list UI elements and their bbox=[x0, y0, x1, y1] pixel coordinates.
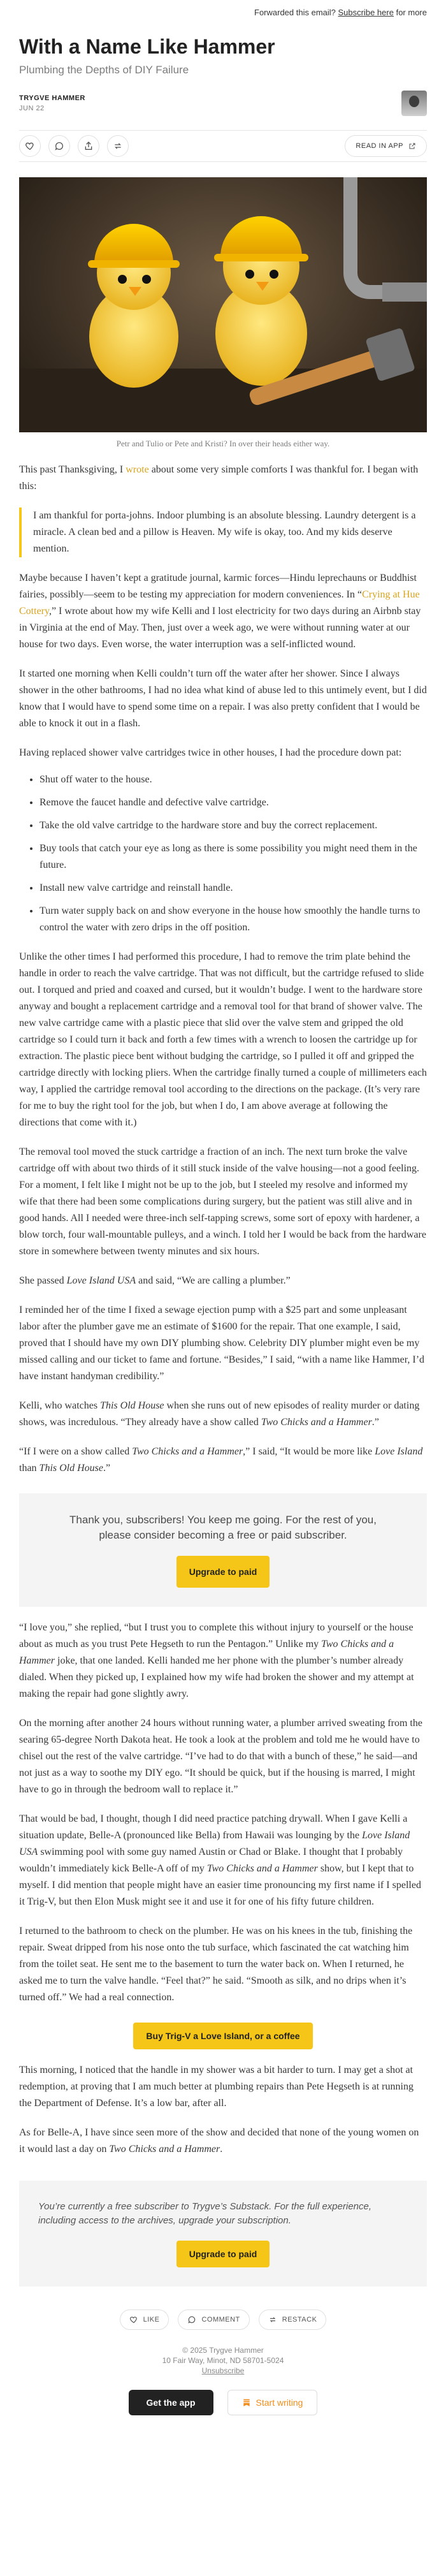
list-item: • Turn water supply back on and show everyone in the house how smoothly the handle turns to control the water with zero drips in the off position. bbox=[40, 903, 427, 936]
image-caption: Petr and Tulio or Pete and Kristi? In over their heads either way. bbox=[116, 439, 330, 448]
paragraph: That would be bad, I thought, though I did need practice patching drywall. When I gave Kelli a situation update, Belle-A (pronounced like Bella) from Hawaii was lounging by the Love Island USA swimming pool with some guy named Austin or Chad or Blake. I thought that I probably wouldn’t immediately kick Belle-A off of my Two Chicks and a Hammer show, but I kept that to myself. I did mention that people might have an easier time pronouncing my first name if I spelled it Trig-V, but then Elon Musk might see it and use it for one of his fifty future children. bbox=[19, 1813, 421, 1907]
action-buttons bbox=[19, 135, 129, 157]
paragraph: She passed Love Island USA and said, “We are calling a plumber.” bbox=[19, 1275, 291, 1286]
wrote-link[interactable]: wrote bbox=[126, 464, 149, 475]
footer-upgrade-button[interactable]: Upgrade to paid bbox=[176, 2241, 270, 2267]
paragraph: Having replaced shower valve cartridges twice in other houses, I had the procedure down pat: bbox=[19, 747, 402, 758]
list-item: • Buy tools that catch your eye as long as there is some possibility you might need them in the future. bbox=[40, 840, 427, 874]
post-subtitle: Plumbing the Depths of DIY Failure bbox=[19, 64, 189, 76]
paragraph: I returned to the bathroom to check on the plumber. He was on his knees in the tub, finishing the repair. Sweat dripped from his nose onto the tub surface, which fascinated the cat watching him from the toilet seat. He sent me to the basement to turn the water back on. When I returned, he asked me to turn the valve handle. “Feel that?” he said. “Smooth as silk, and no drips when it’s turned off.” We had a real connection. bbox=[19, 1926, 413, 2003]
subscribe-text: Thank you, subscribers! You keep me going. For the rest of you, please consider becoming a free or paid subscriber. bbox=[69, 1514, 377, 1541]
bottom-restack-button[interactable]: RESTACK bbox=[259, 2309, 327, 2330]
heart-icon bbox=[25, 141, 35, 151]
byline-text bbox=[19, 94, 85, 112]
list-item: • Take the old valve cartridge to the hardware store and buy the correct replacement. bbox=[40, 817, 427, 834]
post-body bbox=[19, 462, 427, 1477]
comment-icon bbox=[54, 141, 64, 151]
paragraph: “If I were on a show called Two Chicks and a Hammer,” I said, “It would be more like Love Island than This Old House.” bbox=[19, 1446, 423, 1474]
restack-icon bbox=[268, 2315, 277, 2324]
left-chick bbox=[88, 224, 180, 388]
free-subscriber-box bbox=[19, 2181, 427, 2287]
upgrade-to-paid-button[interactable]: Upgrade to paid bbox=[176, 1556, 270, 1588]
paragraph: Maybe because I haven’t kept a gratitude journal, karmic forces—Hindu leprechauns or Buddhist fairies, possibly—seem to be testing my appreciation for modern conveniences. In “Crying at Hue Cottery,” I wrote about how my wife Kelli and I lost electricity for two days during an Airbnb stay in Virginia at the end of May. Then, just over a week ago, we were without running water at our house for two days. Even worse, the water interruption was a self-inflicted wound. bbox=[19, 573, 421, 650]
substack-logo-icon bbox=[242, 2398, 251, 2407]
heart-icon bbox=[129, 2315, 138, 2324]
read-in-app-label: READ IN APP bbox=[356, 142, 403, 150]
post-date: JUN 22 bbox=[19, 105, 45, 112]
list-item: • Remove the faucet handle and defective valve cartridge. bbox=[40, 794, 427, 811]
procedure-list bbox=[19, 772, 427, 936]
buy-coffee-button[interactable]: Buy Trig-V a Love Island, or a coffee bbox=[133, 2023, 312, 2049]
blockquote: I am thankful for porta-johns. Indoor plumbing is an absolute blessing. Laundry detergent is a miracle. A clean bed and a pillow is Heaven. My wife is okay, too. And my kids deserve mention. bbox=[19, 508, 427, 557]
bottom-action-bar bbox=[19, 2309, 427, 2330]
forwarded-bar bbox=[19, 0, 427, 26]
post-body-continued bbox=[19, 1620, 427, 2006]
list-item: • Shut off water to the house. bbox=[40, 772, 427, 788]
external-link-icon bbox=[408, 142, 416, 150]
paragraph: This morning, I noticed that the handle in my shower was a bit harder to turn. I may get a shot at redemption, at proving that I am much better at plumbing repairs than Pete Hegseth is at running the Department of Defense. It’s a low bar, after all. bbox=[19, 2065, 414, 2109]
paragraph: On the morning after another 24 hours without running water, a plumber arrived sweating from the searing 65-degree North Dakota heat. He took a look at the problem and told me he would have to chisel out the rest of the valve cartridge. “I’ve had to do that with a bunch of these,” he said—and not just as a way to soothe my DIY ego. “It should be quick, but if the housing is marred, I might have to go in through the bedroom wall to replace it.” bbox=[19, 1718, 422, 1795]
list-item: • Install new valve cartridge and reinstall handle. bbox=[40, 880, 427, 896]
paragraph: It started one morning when Kelli couldn’t turn off the water after her shower. Since I always shower in the other bathrooms, I had no idea what kind of abuse led to this untimely event, but I did know that I would have to spend some time on a repair. I was also pretty confident that I would be able to knock it out in a flash. bbox=[19, 668, 427, 729]
paragraph: This past Thanksgiving, I wrote about some very simple comforts I was thankful for. I began with this: bbox=[19, 464, 419, 492]
comment-icon bbox=[187, 2315, 196, 2324]
footer-address bbox=[19, 2345, 427, 2376]
footer-cta-row bbox=[19, 2390, 427, 2415]
start-writing-button[interactable]: Start writing bbox=[227, 2390, 318, 2415]
author-name[interactable]: TRYGVE HAMMER bbox=[19, 94, 85, 102]
post-title[interactable]: With a Name Like Hammer bbox=[19, 35, 275, 58]
subscribe-box bbox=[19, 1493, 427, 1607]
comment-button[interactable] bbox=[48, 135, 70, 157]
bottom-comment-button[interactable]: COMMENT bbox=[178, 2309, 249, 2330]
chicks-with-hardhats-illustration bbox=[19, 177, 427, 432]
paragraph: “I love you,” she replied, “but I trust you to complete this without injury to yourself or the house about as much as you trust Pete Hegseth to run the Pentagon.” Unlike my Two Chicks and a Hammer joke, that one landed. Kelli handed me her phone with the plumber’s number already dialed. When they picked up, I explained how my wife had broken the shower and my attempt at making the repair had gone slightly awry. bbox=[19, 1622, 414, 1699]
crying-at-hue-cottery-link[interactable]: Crying at Hue Cottery bbox=[19, 589, 420, 617]
restack-icon bbox=[113, 141, 123, 151]
forwarded-text: Forwarded this email? bbox=[254, 8, 336, 17]
unsubscribe-link[interactable]: Unsubscribe bbox=[201, 2366, 245, 2375]
share-icon bbox=[83, 141, 94, 151]
byline bbox=[19, 91, 427, 116]
paragraph: As for Belle-A, I have since seen more of the show and decided that none of the young women on it would last a day on Two Chicks and a Hammer. bbox=[19, 2127, 419, 2155]
get-the-app-button[interactable]: Get the app bbox=[129, 2390, 213, 2415]
paragraph: Kelli, who watches This Old House when she runs out of new episodes of reality murder or dating shows, was incredulous. “They already have a show called Two Chicks and a Hammer.” bbox=[19, 1400, 420, 1428]
hero-image[interactable] bbox=[19, 177, 427, 432]
share-button[interactable] bbox=[78, 135, 99, 157]
like-button[interactable] bbox=[19, 135, 41, 157]
read-in-app-button[interactable] bbox=[345, 135, 427, 157]
free-subscriber-note: You’re currently a free subscriber to Trygve’s Substack. For the full experience, including access to the archives, upgrade your subscription. bbox=[38, 2201, 372, 2226]
right-chick bbox=[214, 216, 308, 386]
postal-address: 10 Fair Way, Minot, ND 58701-5024 bbox=[162, 2356, 284, 2365]
restack-button[interactable] bbox=[107, 135, 129, 157]
forwarded-suffix: for more bbox=[396, 8, 427, 17]
bottom-like-button[interactable]: LIKE bbox=[120, 2309, 169, 2330]
subscribe-here-link[interactable]: Subscribe here bbox=[338, 8, 394, 17]
paragraph: The removal tool moved the stuck cartridge a fraction of an inch. The next turn broke the valve cartridge off with about two thirds of it still stuck inside of the valve housing—not a good feeling. For a moment, I felt like I might not be up to the job, but I steeled my resolve and informed my wife that there had been some complications during surgery, but the patient was still alive and in good hands. All I needed were three-inch self-tapping screws, some sort of epoxy with hardener, a blow torch, four wall-mountable pulleys, and a winch. I told her I would be back from the hardware store in somewhere between twenty minutes and six hours. bbox=[19, 1146, 426, 1257]
post-body-end bbox=[19, 2062, 427, 2158]
copyright: © 2025 Trygve Hammer bbox=[182, 2346, 264, 2355]
action-bar bbox=[19, 130, 427, 162]
author-avatar[interactable] bbox=[401, 91, 427, 116]
coffee-button-row bbox=[19, 2023, 427, 2049]
paragraph: I reminded her of the time I fixed a sewage ejection pump with a $25 part and some unpleasant labor after the plumber gave me an estimate of $1600 for the repair. That one example, I said, proved that I should have my own DIY plumbing show. Celebrity DIY plumber might even be my missed calling and our ticket to fame and fortune. “Besides,” I said, “with a name like Hammer, I’d have instant handyman credibility.” bbox=[19, 1305, 425, 1382]
paragraph: Unlike the other times I had performed this procedure, I had to remove the trim plate behind the handle in order to reach the valve cartridge. That was not difficult, but the cartridge refused to slide out. I torqued and pried and coaxed and cursed, but it wouldn’t budge. I went to the hardware store anyway and bought a replacement cartridge and a removal tool for that brand of shower valve. The new valve cartridge came with a plastic piece that slid over the valve stem and gripped the old cartridge so I could turn it back and forth a few times with a wrench to loosen the cartridge up for extraction. The plastic piece bent without budging the cartridge, so I pulled it off and gripped the cartridge directly with locking pliers. When the cartridge finally turned a couple of millimeters each way, I applied the cartridge removal tool according to the directions on the package. (It’s very rare for me to buy the right tool for the job, but when I do, I am above average at following the directions that come with it.) bbox=[19, 951, 427, 1128]
